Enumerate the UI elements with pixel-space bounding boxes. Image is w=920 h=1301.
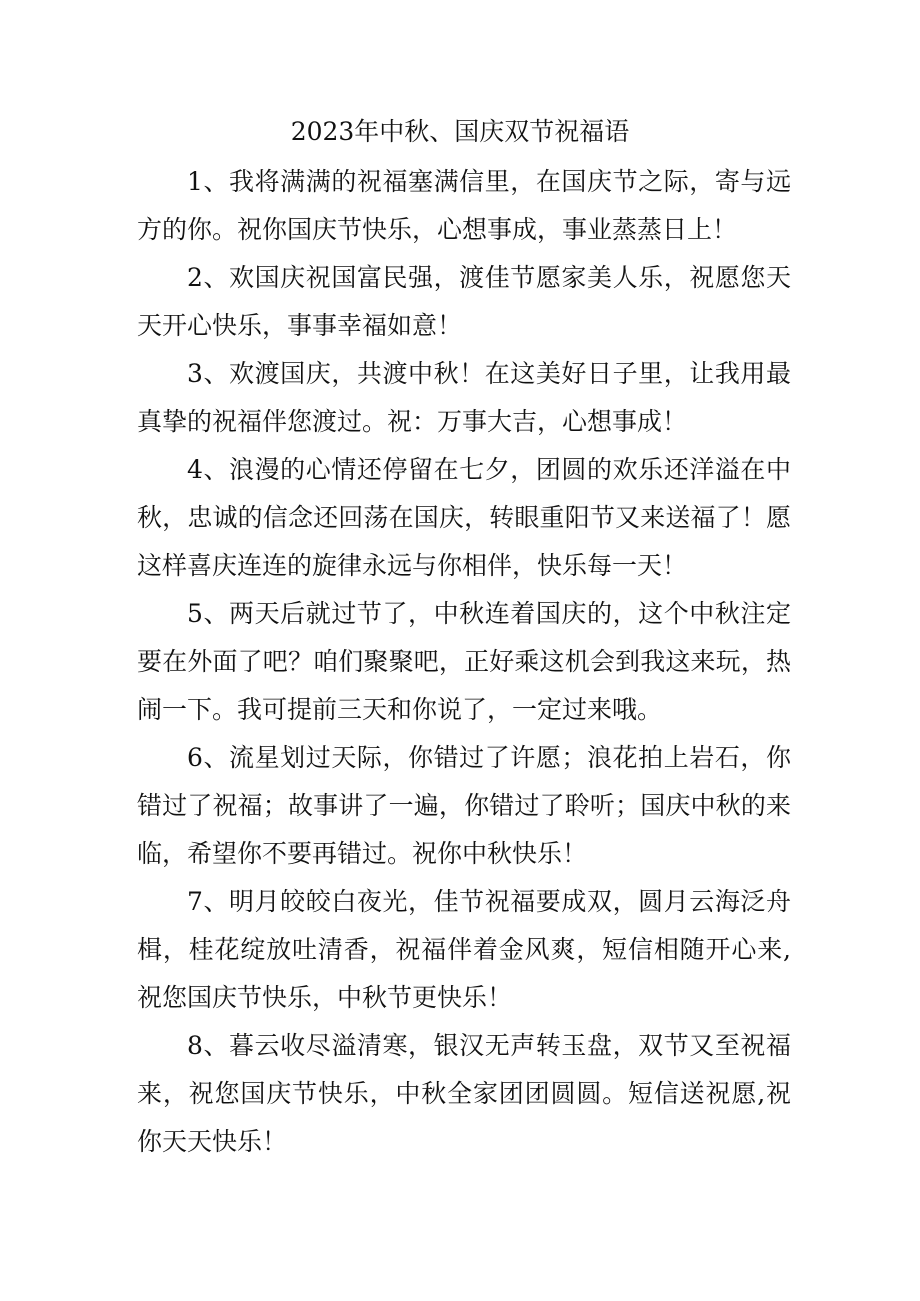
paragraph-3: 3、欢渡国庆，共渡中秋！在这美好日子里，让我用最真挚的祝福伴您渡过。祝：万事大吉，心想事成！ xyxy=(137,359,791,436)
paragraph-4: 4、浪漫的心情还停留在七夕，团圆的欢乐还洋溢在中秋，忠诚的信念还回荡在国庆，转眼重阳节又来送福了！愿这样喜庆连连的旋律永远与你相伴，快乐每一天！ xyxy=(137,455,791,580)
paragraph-6: 6、流星划过天际，你错过了许愿；浪花拍上岩石，你错过了祝福；故事讲了一遍，你错过了聆听；国庆中秋的来临，希望你不要再错过。祝你中秋快乐！ xyxy=(137,743,791,868)
document-title: 2023年中秋、国庆双节祝福语 xyxy=(290,117,630,146)
paragraph-1: 1、我将满满的祝福塞满信里，在国庆节之际，寄与远方的你。祝你国庆节快乐，心想事成，事业蒸蒸日上！ xyxy=(137,167,791,244)
paragraph-2: 2、欢国庆祝国富民强，渡佳节愿家美人乐，祝愿您天天开心快乐，事事幸福如意！ xyxy=(137,263,791,340)
paragraph-8: 8、暮云收尽溢清寒，银汉无声转玉盘，双节又至祝福来，祝您国庆节快乐，中秋全家团团圆圆。短信送祝愿,祝你天天快乐！ xyxy=(137,1031,791,1156)
paragraph-5: 5、两天后就过节了，中秋连着国庆的，这个中秋注定要在外面了吧？咱们聚聚吧，正好乘这机会到我这来玩，热闹一下。我可提前三天和你说了，一定过来哦。 xyxy=(137,599,791,724)
paragraph-7: 7、明月皎皎白夜光，佳节祝福要成双，圆月云海泛舟楫，桂花绽放吐清香，祝福伴着金风爽，短信相随开心来,祝您国庆节快乐，中秋节更快乐！ xyxy=(137,887,791,1012)
document-body xyxy=(137,158,791,1166)
